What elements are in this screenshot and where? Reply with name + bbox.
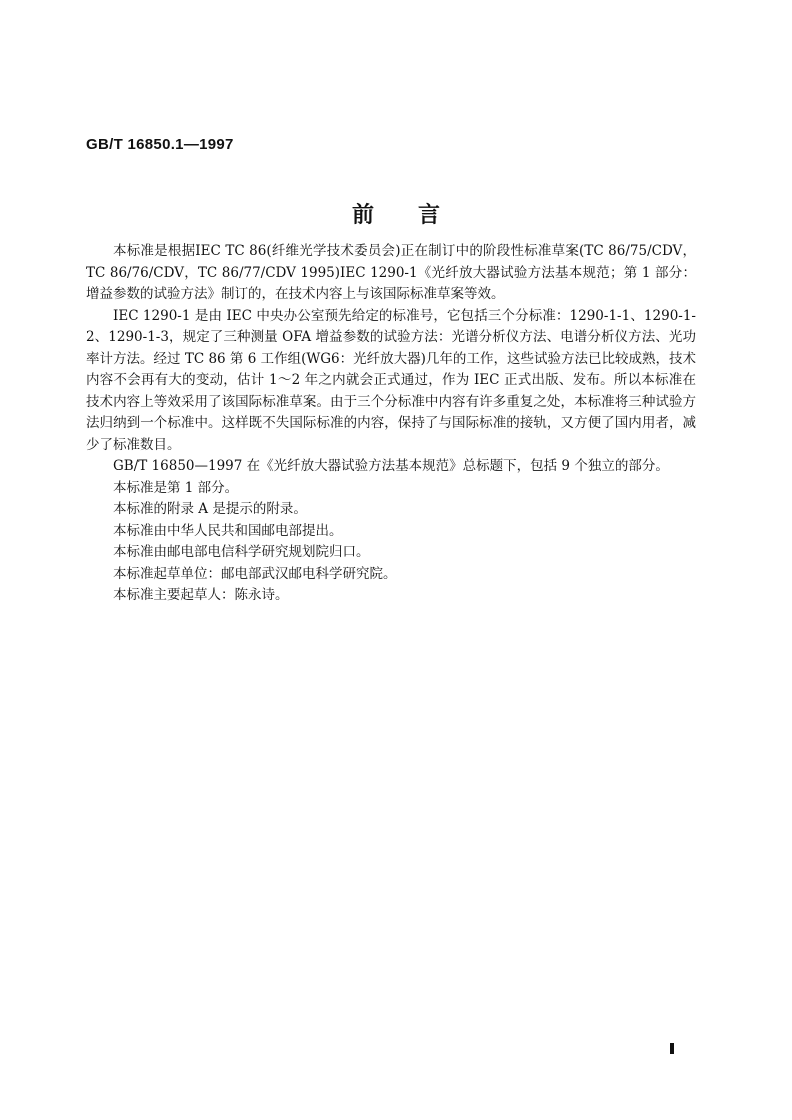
paragraph-iec-1290-1: IEC 1290-1 是由 IEC 中央办公室预先给定的标准号，它包括三个分标准：1290-1-1、1290-1-2、1290-1-3，规定了三种测量 OFA 增益参数的试验方法：光谱分析仪方法、电谱分析仪方法、光功率计方法。经过 TC 86 第 6 工作组(WG6：光纤放大器)几年的工作，这些试验方法已比较成熟，技术内容不会再有大的变动，估计 1～2 年之内就会正式通过，作为 IEC 正式出版、发布。所以本标准在技术内容上等效采用了该国际标准草案。由于三个分标准中内容有许多重复之处，本标准将三种试验方法归纳到一个标准中。这样既不失国际标准的内容，保持了与国际标准的接轨，又方便了国内用者，减少了标准数目。: [86, 307, 696, 453]
paragraph-basis: 本标准是根据IEC TC 86(纤维光学技术委员会)正在制订中的阶段性标准草案(TC 86/75/CDV，TC 86/76/CDV，TC 86/77/CDV 1995)IEC 1290-1《光纤放大器试验方法基本规范；第 1 部分：增益参数的试验方法》制订的，在技术内容上与该国际标准草案等效。: [86, 243, 696, 302]
page-number-mark: [670, 1043, 674, 1054]
page-title: 前言: [351, 203, 484, 228]
paragraph-proposer: 本标准由中华人民共和国邮电部提出。: [113, 522, 343, 539]
standard-code: GB/T 16850.1—1997: [86, 136, 234, 153]
paragraph-part: 本标准是第 1 部分。: [113, 479, 239, 496]
paragraph-drafter: 本标准主要起草人：陈永诗。: [113, 587, 289, 603]
paragraph-drafting-unit: 本标准起草单位：邮电部武汉邮电科学研究院。: [113, 565, 397, 582]
paragraph-series: GB/T 16850—1997 在《光纤放大器试验方法基本规范》总标题下，包括 9 个独立的部分。: [113, 458, 669, 474]
paragraph-annex: 本标准的附录 A 是提示的附录。: [113, 501, 307, 517]
paragraph-administrator: 本标准由邮电部电信科学研究规划院归口。: [113, 544, 370, 560]
foreword-body: [86, 241, 696, 607]
